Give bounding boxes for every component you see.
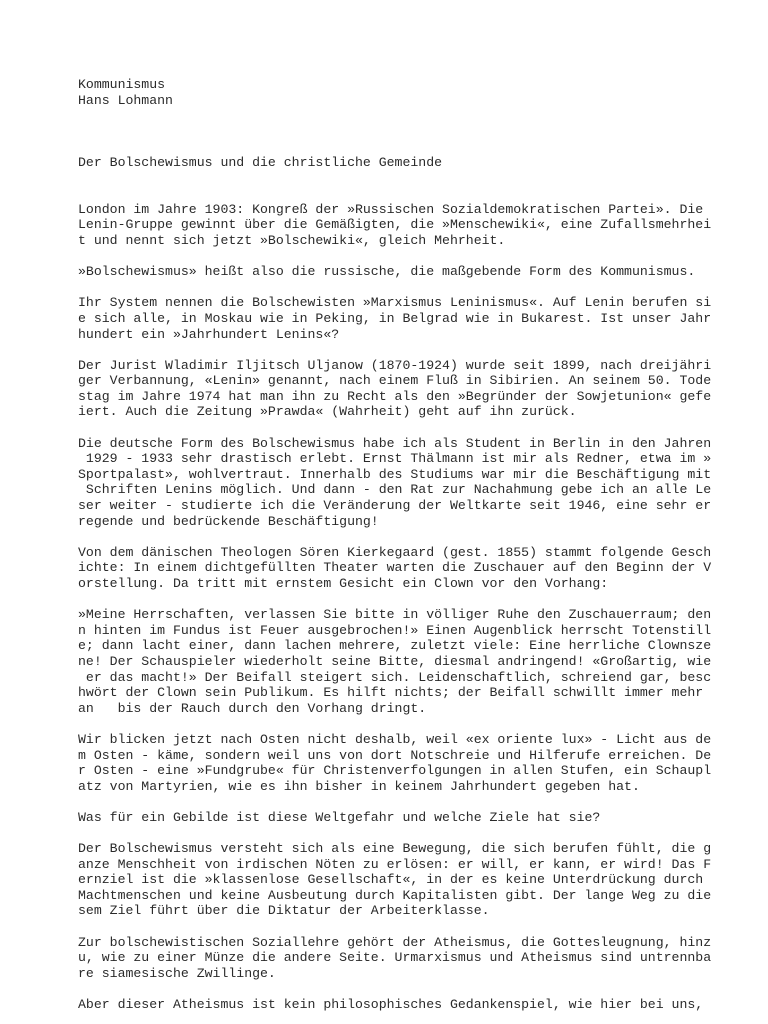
text-line: hundert ein »Jahrhundert Lenins«?: [78, 326, 340, 342]
text-line: hwört der Clown sein Publikum. Es hilft nichts; der Beifall schwillt immer mehr: [78, 685, 704, 701]
header-author: Hans Lohmann: [78, 92, 173, 108]
text-line: ger Verbannung, «Lenin» genannt, nach einem Fluß in Sibirien. An seinem 50. Tode: [78, 373, 712, 389]
text-line: re siamesische Zwillinge.: [78, 965, 276, 981]
text-line: 1929 - 1933 sehr drastisch erlebt. Ernst Thälmann ist mir als Redner, etwa im »: [78, 451, 712, 467]
text-line: e; dann lacht einer, dann lachen mehrere, zuletzt viele: Eine herrliche Clownsze: [78, 638, 712, 654]
paragraph: [78, 934, 712, 982]
paragraph: [78, 264, 698, 280]
text-line: Ihr System nennen die Bolschewisten »Marxismus Leninismus«. Auf Lenin berufen si: [78, 295, 712, 311]
text-line: iert. Auch die Zeitung »Prawda« (Wahrheit) geht auf ihn zurück.: [78, 404, 577, 420]
text-line: n hinten im Fundus ist Feuer ausgebrochen!» Einen Augenblick herrscht Totenstill: [78, 622, 712, 638]
text-line: Der Jurist Wladimir Iljitsch Uljanow (1870-1924) wurde seit 1899, nach dreijähri: [78, 357, 712, 373]
text-line: Aber dieser Atheismus ist kein philosophisches Gedankenspiel, wie hier bei uns,: [78, 997, 704, 1013]
paragraph: [78, 997, 704, 1013]
paragraph: [78, 607, 712, 716]
text-line: Schriften Lenins möglich. Und dann - den Rat zur Nachahmung gebe ich an alle Le: [78, 482, 712, 498]
text-line: t und nennt sich jetzt »Bolschewiki«, gleich Mehrheit.: [78, 232, 506, 248]
paragraph: [78, 295, 712, 342]
paragraph: [78, 357, 712, 420]
text-line: ser weiter - studierte ich die Veränderung der Weltkarte seit 1946, eine sehr er: [78, 498, 712, 514]
text-line: Machtmenschen und keine Ausbeutung durch Kapitalisten gibt. Der lange Weg zu die: [78, 887, 712, 903]
document-title: Der Bolschewismus und die christliche Gemeinde: [78, 154, 443, 170]
text-line: »Meine Herrschaften, verlassen Sie bitte in völliger Ruhe den Zuschauerraum; den: [78, 607, 712, 623]
text-line: orstellung. Da tritt mit ernstem Gesicht ein Clown vor den Vorhang:: [78, 576, 609, 592]
text-line: London im Jahre 1903: Kongreß der »Russischen Sozialdemokratischen Partei». Die: [78, 201, 704, 217]
paragraph: [78, 435, 712, 530]
document-header: [78, 77, 698, 108]
text-line: Was für ein Gebilde ist diese Weltgefahr und welche Ziele hat sie?: [78, 809, 601, 825]
paragraph: [78, 544, 712, 592]
paragraph: [78, 841, 712, 919]
text-line: e sich alle, in Moskau wie in Peking, in Belgrad wie in Bukarest. Ist unser Jahr: [78, 310, 712, 326]
document-page: [78, 77, 712, 1013]
text-line: stag im Jahre 1974 hat man ihn zu Recht als den »Begründer der Sowjetunion« gefe: [78, 388, 712, 404]
text-line: m Osten - käme, sondern weil uns von dort Notschreie und Hilferufe erreichen. De: [78, 747, 712, 763]
text-line: Sportpalast», wohlvertraut. Innerhalb des Studiums war mir die Beschäftigung mit: [78, 466, 712, 482]
paragraph: [78, 201, 712, 249]
text-line: ernziel ist die »klassenlose Gesellschaft«, in der es keine Unterdrückung durch: [78, 872, 704, 888]
text-line: »Bolschewismus» heißt also die russische, die maßgebende Form des Kommunismus.: [78, 264, 696, 280]
text-line: er das macht!» Der Beifall steigert sich. Leidenschaftlich, schreiend gar, besc: [78, 669, 712, 685]
text-line: Die deutsche Form des Bolschewismus habe ich als Student in Berlin in den Jahren: [78, 435, 712, 451]
text-line: u, wie zu einer Münze die andere Seite. Urmarxismus und Atheismus sind untrennba: [78, 950, 712, 966]
text-line: anze Menschheit von irdischen Nöten zu erlösen: er will, er kann, er wird! Das F: [78, 856, 712, 872]
text-line: Der Bolschewismus versteht sich als eine Bewegung, die sich berufen fühlt, die g: [78, 841, 712, 857]
text-line: Zur bolschewistischen Soziallehre gehört der Atheismus, die Gottesleugnung, hinz: [78, 934, 712, 950]
text-line: Wir blicken jetzt nach Osten nicht deshalb, weil «ex oriente lux» - Licht aus de: [78, 731, 712, 747]
text-line: regende und bedrückende Beschäftigung!: [78, 513, 379, 529]
text-line: r Osten - eine »Fundgrube« für Christenverfolgungen in allen Stufen, ein Schaupl: [78, 763, 712, 779]
document-body: [78, 201, 712, 1013]
text-line: ichte: In einem dichtgefüllten Theater warten die Zuschauer auf den Beginn der V: [78, 560, 712, 576]
paragraph: [78, 731, 712, 794]
text-line: sem Ziel führt über die Diktatur der Arbeiterklasse.: [78, 903, 490, 919]
paragraph: [78, 810, 698, 826]
text-line: atz von Martyrien, wie es ihn bisher in keinem Jahrhundert gegeben hat.: [78, 778, 640, 794]
text-line: Von dem dänischen Theologen Sören Kierkegaard (gest. 1855) stammt folgende Gesch: [78, 544, 712, 560]
text-line: Lenin-Gruppe gewinnt über die Gemäßigten, die »Menschewiki«, eine Zufallsmehrhei: [78, 217, 712, 233]
text-line: an bis der Rauch durch den Vorhang dringt.: [78, 700, 427, 716]
text-line: ne! Der Schauspieler wiederholt seine Bitte, diesmal andringend! «Großartig, wie: [78, 653, 712, 669]
header-title: Kommunismus: [78, 77, 166, 92]
